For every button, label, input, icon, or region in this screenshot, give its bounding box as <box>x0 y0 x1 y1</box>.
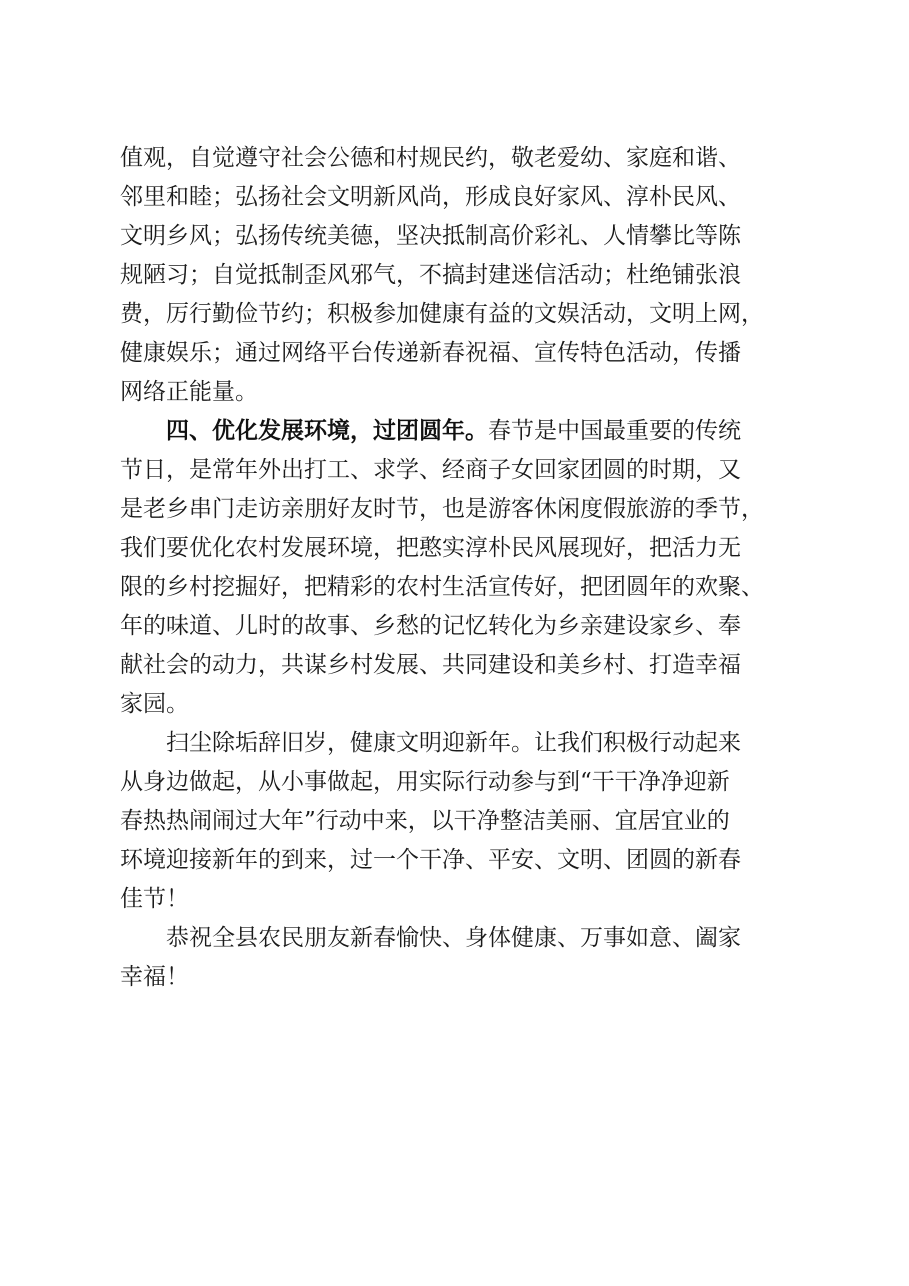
text-line: 文明乡风；弘扬传统美德，坚决抵制高价彩礼、人情攀比等陈 <box>120 223 741 249</box>
text-line: 幸福！ <box>120 964 189 990</box>
text-line: 从身边做起，从小事做起，用实际行动参与到“干干净净迎新 <box>120 769 730 795</box>
text-line: 规陋习；自觉抵制歪风邪气，不搞封建迷信活动；杜绝铺张浪 <box>120 262 741 288</box>
text-line: 我们要优化农村发展环境，把憨实淳朴民风展现好，把活力无 <box>120 535 741 561</box>
text-line: 是老乡串门走访亲朋好友时节，也是游客休闲度假旅游的季节， <box>120 496 764 522</box>
text-line: 值观，自觉遵守社会公德和村规民约，敬老爱幼、家庭和谐、 <box>120 145 741 171</box>
text-line: 健康娱乐；通过网络平台传递新春祝福、宣传特色活动，传播 <box>120 340 741 366</box>
text-line <box>166 416 741 446</box>
text-line: 春热热闹闹过大年”行动中来，以干净整洁美丽、宜居宜业的 <box>120 808 730 834</box>
text-line: 费，厉行勤俭节约；积极参加健康有益的文娱活动，文明上网， <box>120 301 764 327</box>
text-line: 网络正能量。 <box>120 379 258 405</box>
text-line: 限的乡村挖掘好，把精彩的农村生活宣传好，把团圆年的欢聚、 <box>120 574 764 600</box>
section-heading: 四、优化发展环境，过团圆年。 <box>166 418 488 444</box>
text-line: 节日，是常年外出打工、求学、经商子女回家团圆的时期，又 <box>120 457 741 483</box>
text-line: 恭祝全县农民朋友新春愉快、身体健康、万事如意、阖家 <box>166 925 741 951</box>
text-run: 春节是中国最重要的传统 <box>488 418 741 444</box>
text-line: 年的味道、儿时的故事、乡愁的记忆转化为乡亲建设家乡、奉 <box>120 613 741 639</box>
text-line: 献社会的动力，共谋乡村发展、共同建设和美乡村、打造幸福 <box>120 652 741 678</box>
text-line: 环境迎接新年的到来，过一个干净、平安、文明、团圆的新春 <box>120 847 741 873</box>
text-line: 邻里和睦；弘扬社会文明新风尚，形成良好家风、淳朴民风、 <box>120 184 741 210</box>
text-line: 佳节！ <box>120 886 189 912</box>
text-line: 家园。 <box>120 691 189 717</box>
text-line: 扫尘除垢辞旧岁，健康文明迎新年。让我们积极行动起来 <box>166 730 741 756</box>
